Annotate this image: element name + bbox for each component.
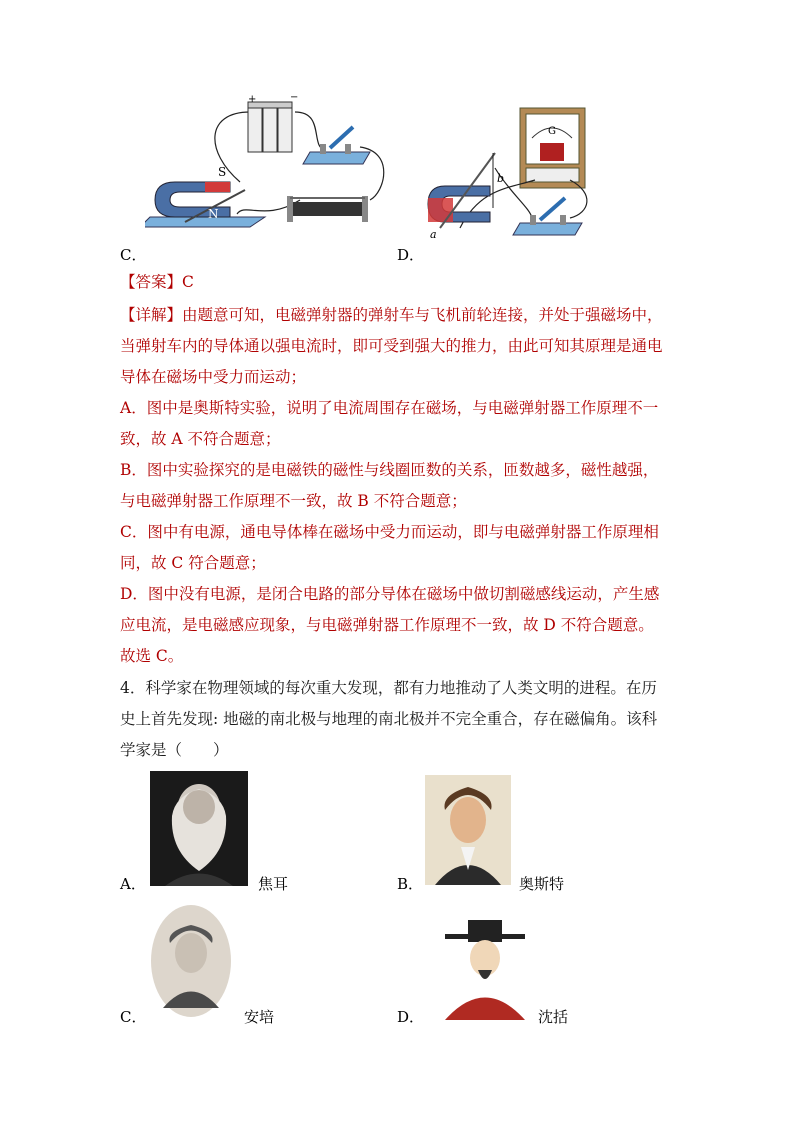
portrait-ampere-icon <box>148 903 235 1020</box>
explain-tag: 【详解】 <box>120 306 183 324</box>
option-c-name[interactable]: 安培 <box>244 1008 275 1026</box>
pole-s: S <box>218 165 227 179</box>
explain-line-9: 同，故 C 符合题意； <box>120 554 266 572</box>
explain-line-10: D．图中没有电源，是闭合电路的部分导体在磁场中做切割磁感线运动，产生感 <box>120 585 660 603</box>
portrait-d <box>440 920 530 1020</box>
question-line-3: 学家是（ ） <box>120 741 229 759</box>
explain-line-4: A．图中是奥斯特实验，说明了电流周围存在磁场，与电磁弹射器工作原理不一 <box>120 399 659 417</box>
figure-c <box>145 92 395 242</box>
portrait-joule-icon <box>150 771 248 886</box>
option-d-letter[interactable]: D． <box>397 1008 425 1026</box>
magnet-icon <box>145 182 265 227</box>
explain-line-7: 与电磁弹射器工作原理不一致，故 B 不符合题意； <box>120 492 467 510</box>
answer-line <box>120 272 194 292</box>
answer-value: C <box>182 273 194 291</box>
minus-sign: − <box>290 92 299 103</box>
figure-c-label: C． <box>120 246 147 264</box>
explain-line-6: B．图中实验探究的是电磁铁的磁性与线圈匝数的关系，匝数越多，磁性越强， <box>120 461 659 479</box>
pole-n: N <box>208 207 219 221</box>
galvanometer-icon <box>520 108 585 188</box>
option-a-name[interactable]: 焦耳 <box>258 875 289 893</box>
explain-line-2: 当弹射车内的导体通以强电流时，即可受到强大的推力，由此可知其原理是通电 <box>120 337 663 355</box>
question-line-2: 史上首先发现: 地磁的南北极与地理的南北极并不完全重合，存在磁偏角。该科 <box>120 710 658 728</box>
portrait-shenkuo-icon <box>440 920 530 1020</box>
portrait-a <box>150 771 248 886</box>
battery-icon <box>248 102 292 152</box>
explain-line-12: 故选 C。 <box>120 647 184 665</box>
explain-line-3: 导体在磁场中受力而运动； <box>120 368 307 386</box>
explain-line-11: 应电流，是电磁感应现象，与电磁弹射器工作原理不一致，故 D 不符合题意。 <box>120 616 654 634</box>
figure-d <box>420 98 620 248</box>
portrait-c <box>148 903 235 1020</box>
question-line-1: 4．科学家在物理领域的每次重大发现，都有力地推动了人类文明的进程。在历 <box>120 679 657 697</box>
point-b: b <box>497 172 505 185</box>
option-d-name[interactable]: 沈括 <box>538 1008 569 1026</box>
explain-line-1: 【详解】由题意可知，电磁弹射器的弹射车与飞机前轮连接，并处于强磁场中， <box>120 306 663 324</box>
point-a: a <box>430 228 437 241</box>
explain-line-8: C．图中有电源，通电导体棒在磁场中受力而运动，即与电磁弹射器工作原理相 <box>120 523 659 541</box>
option-b-name[interactable]: 奥斯特 <box>519 875 565 893</box>
portrait-oersted-icon <box>425 775 511 885</box>
magnet-icon <box>428 186 490 222</box>
switch-icon <box>303 127 370 164</box>
explain-line-5: 致，故 A 不符合题意； <box>120 430 281 448</box>
option-a-letter[interactable]: A． <box>120 875 146 893</box>
gauge-g: G <box>548 126 556 137</box>
plus-sign: + <box>248 94 257 105</box>
answer-tag: 【答案】 <box>120 273 183 291</box>
circuit-diagram-d <box>420 98 620 248</box>
figure-d-label: D． <box>397 246 425 264</box>
portrait-b <box>425 775 511 885</box>
option-b-letter[interactable]: B． <box>397 875 424 893</box>
option-c-letter[interactable]: C． <box>120 1008 147 1026</box>
circuit-diagram-c <box>145 92 395 242</box>
